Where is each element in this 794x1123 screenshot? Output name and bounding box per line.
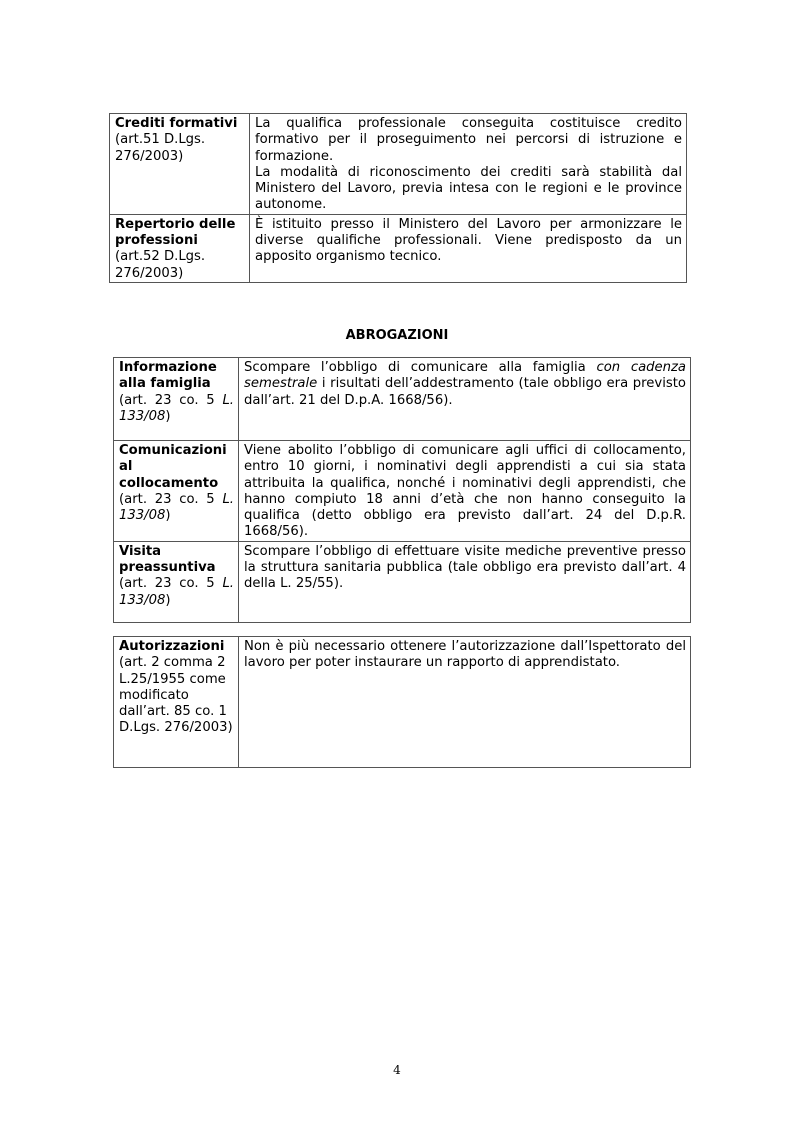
row-title: Informazione alla famiglia [119, 360, 217, 392]
row-description: Scompare l’obbligo di comunicare alla famiglia con cadenza semestrale i risultati dell’addestramento (tale obbligo era previsto dall’art. 21 del D.p.A. 1668/56). [244, 360, 686, 408]
row-title: Crediti formativi [115, 116, 238, 131]
row-description-cell [239, 541, 691, 622]
row-description: La qualifica professionale conseguita costituisce credito formativo per il proseguimento nei percorsi di istruzione e formazione. [255, 116, 682, 164]
row-reference: (art. 2 comma 2 L.25/1955 come modificato dall’art. 85 co. 1 D.Lgs. 276/2003) [119, 655, 233, 736]
row-description-cell [250, 214, 687, 282]
table-credits-repertory [109, 113, 687, 283]
row-reference: (art.51 D.Lgs. 276/2003) [115, 132, 206, 164]
row-title: Comunicazioni al collocamento [119, 443, 227, 491]
row-title: Autorizzazioni [119, 639, 225, 654]
page-number: 4 [393, 1063, 401, 1077]
row-label-cell [114, 358, 239, 441]
row-description-cell [250, 114, 687, 215]
section-heading: ABROGAZIONI [345, 328, 449, 343]
table-row [110, 114, 687, 215]
row-description: È istituito presso il Ministero del Lavoro per armonizzare le diverse qualifiche professionali. Viene predisposto da un apposito organismo tecnico. [255, 216, 682, 265]
row-description: Viene abolito l’obbligo di comunicare agli uffici di collocamento, entro 10 giorni, i nominativi degli apprendisti a cui sia stata attribuita la qualifica, nonché i nominativi degli apprendisti, che hanno compiuto 18 anni d’età che non hanno conseguito la qualifica (detto obbligo era previsto dall’art. 24 del D.p.R. 1668/56). [244, 443, 686, 540]
row-label-cell [110, 114, 250, 215]
row-title: Repertorio delle professioni [115, 216, 236, 249]
table-row [114, 637, 691, 768]
table-authorizations [113, 636, 691, 768]
table-row [114, 441, 691, 542]
row-label-cell [114, 541, 239, 622]
row-description: Scompare l’obbligo di effettuare visite mediche preventive presso la struttura sanitaria pubblica (tale obbligo era previsto dall’art. 4 della L. 25/55). [244, 543, 686, 592]
row-description-cell [239, 637, 691, 768]
table-row [114, 358, 691, 441]
row-description-cell [239, 358, 691, 441]
row-description: La modalità di riconoscimento dei crediti sarà stabilità dal Ministero del Lavoro, previa intesa con le regioni e le province autonome. [255, 164, 682, 213]
table-row [114, 541, 691, 622]
row-label-cell [110, 214, 250, 282]
row-description-cell [239, 441, 691, 542]
row-label-cell [114, 637, 239, 768]
row-label-cell [114, 441, 239, 542]
row-description: Non è più necessario ottenere l’autorizzazione dall’Ispettorato del lavoro per poter instaurare un rapporto di apprendistato. [244, 639, 686, 671]
table-row [110, 214, 687, 282]
row-reference: (art. 23 co. 5 L. 133/08) [119, 491, 234, 524]
row-title: Visita preassuntiva [119, 543, 216, 576]
table-abrogations [113, 357, 691, 623]
row-reference: (art.52 D.Lgs. 276/2003) [115, 249, 206, 281]
row-reference: (art. 23 co. 5 L. 133/08) [119, 392, 234, 424]
row-reference: (art. 23 co. 5 L. 133/08) [119, 576, 234, 608]
